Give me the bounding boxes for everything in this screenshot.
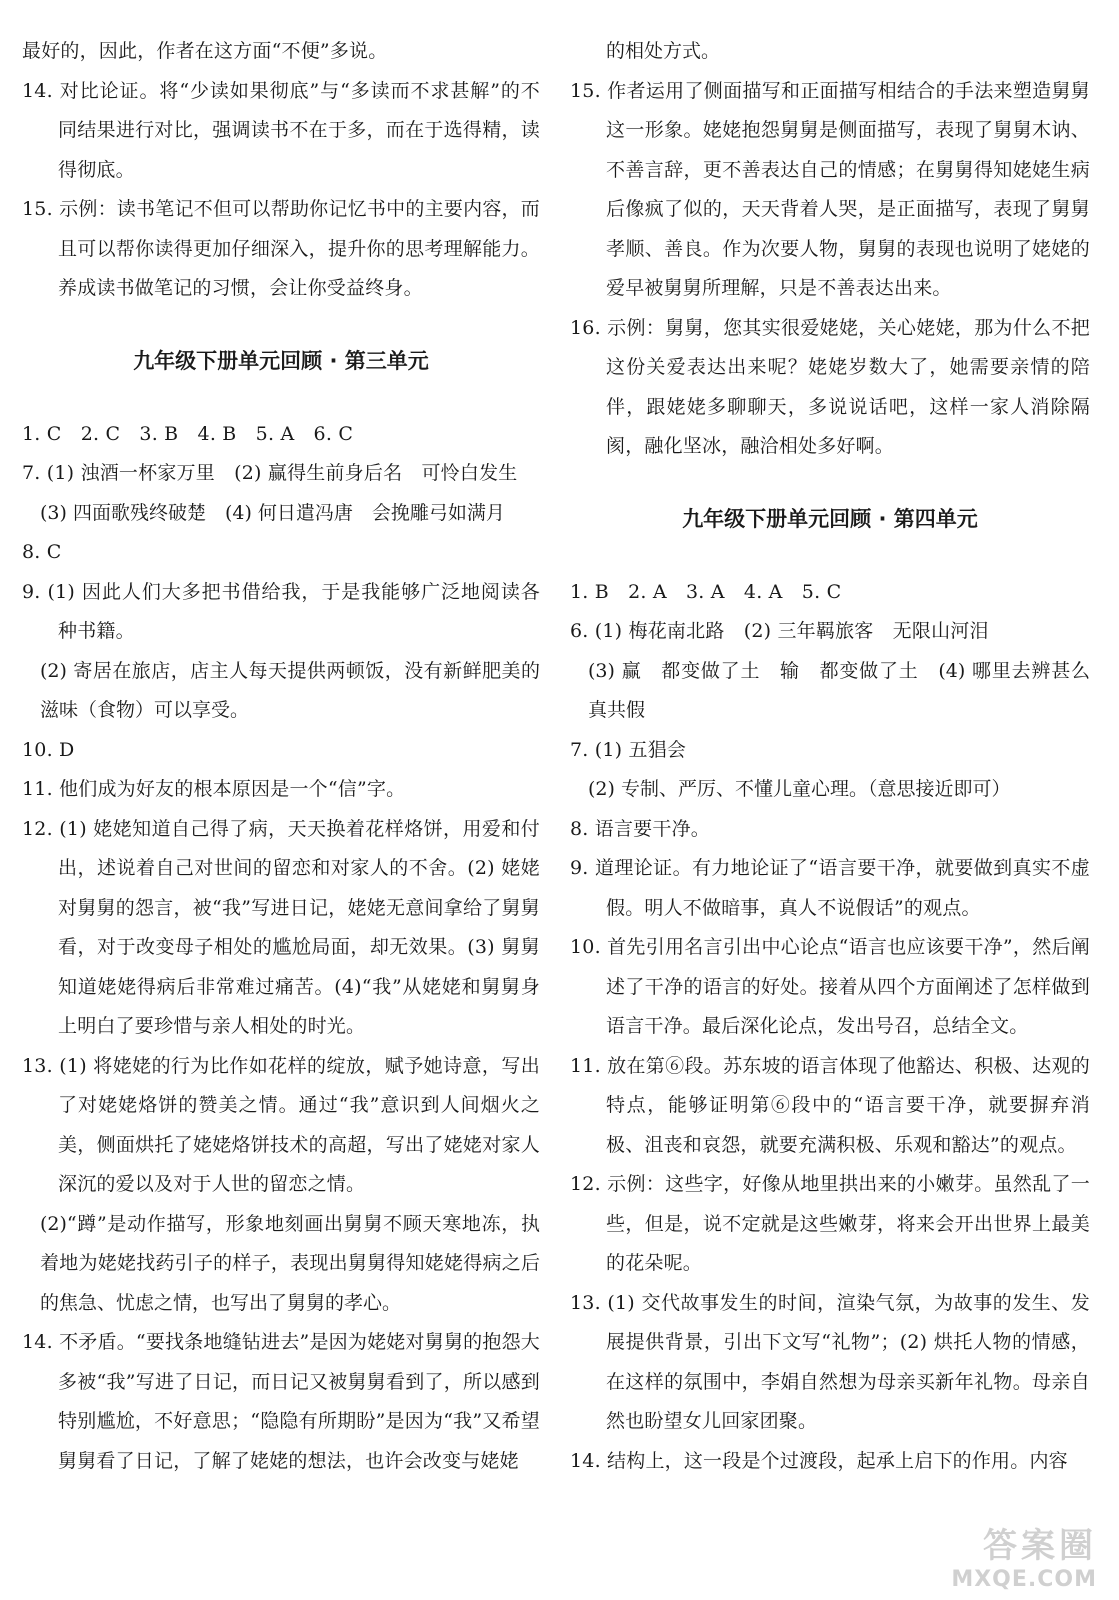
answer-item: 11. 放在第⑥段。苏东坡的语言体现了他豁达、积极、达观的特点，能够证明第⑥段中的“语言要干净，就要摒弃消极、沮丧和哀怨，就要充满积极、乐观和豁达”的观点。 xyxy=(570,1054,1090,1156)
answer-item: 15. 作者运用了侧面描写和正面描写相结合的手法来塑造舅舅这一形象。姥姥抱怨舅舅是侧面描写，表现了舅舅木讷、不善言辞，更不善表达自己的情感；在舅舅得知姥姥生病后像疯了似的，天天背着人哭，是正面描写，表现了舅舅孝顺、善良。作为次要人物，舅舅的表现也说明了姥姥的爱早被舅舅所理解，只是不善表达出来。 xyxy=(570,79,1090,299)
unit-3-answers xyxy=(22,415,540,1482)
answer-item: 8. 语言要干净。 xyxy=(570,817,710,840)
answer-item: 12. (1) 姥姥知道自己得了病，天天换着花样烙饼，用爱和付出，述说着自己对世间的留恋和对家人的不舍。(2) 姥姥对舅舅的怨言，被“我”写进日记，姥姥无意间拿给了舅舅看，对于改变母子相处的尴尬局面，却无效果。(3) 舅舅知道姥姥得病后非常难过痛苦。(4)“我”从姥姥和舅舅身上明白了要珍惜与亲人相处的时光。 xyxy=(22,817,540,1037)
answer-item: 7. (1) 五猖会 xyxy=(570,738,687,761)
unit-4-answers xyxy=(570,573,1090,1482)
watermark-logo xyxy=(897,1518,1097,1590)
answer-item: 14. 结构上，这一段是个过渡段，起承上启下的作用。内容 xyxy=(570,1449,1068,1472)
answer-item: 7. (1) 浊酒一杯家万里 (2) 赢得生前身后名 可怜白发生 xyxy=(22,462,518,484)
answer-item: 6. (1) 梅花南北路 (2) 三年羁旅客 无限山河泪 xyxy=(570,620,989,642)
answer-item: 13. (1) 交代故事发生的时间，渲染气氛，为故事的发生、发展提供背景，引出下文写“礼物”；(2) 烘托人物的情感，在这样的氛围中，李娟自然想为母亲买新年礼物。母亲自然也盼望女儿回家团聚。 xyxy=(570,1291,1090,1432)
answer-item: 10. 首先引用名言引出中心论点“语言也应该要干净”，然后阐述了干净的语言的好处。接着从四个方面阐述了怎样做到语言干净。最后深化论点，发出号召，总结全文。 xyxy=(570,936,1090,1037)
answer-item: 10. D xyxy=(22,738,75,761)
answer-item: 12. 示例：这些字，好像从地里拱出来的小嫩芽。虽然乱了一些，但是，说不定就是这些嫩芽，将来会开出世界上最美的花朵呢。 xyxy=(570,1173,1090,1274)
section-heading-unit-3: 九年级下册单元回顾 · 第三单元 xyxy=(133,348,429,373)
answer-item: 14. 对比论证。将“少读如果彻底”与“多读而不求甚解”的不同结果进行对比，强调读书不在于多，而在于选得精，读得彻底。 xyxy=(22,79,540,181)
section-heading-unit-4: 九年级下册单元回顾 · 第四单元 xyxy=(682,506,978,531)
right-column xyxy=(570,32,1090,1481)
watermark-domain: MXQE.COM xyxy=(951,1567,1097,1592)
left-column xyxy=(22,32,540,1481)
answer-item: (2) 寄居在旅店，店主人每天提供两顿饭，没有新鲜肥美的滋味（食物）可以享受。 xyxy=(40,659,540,721)
answer-item: (3) 赢 都变做了土 输 都变做了土 (4) 哪里去辨甚么真共假 xyxy=(588,659,1090,721)
answer-item: 的相处方式。 xyxy=(606,40,721,62)
answer-item: 11. 他们成为好友的根本原因是一个“信”字。 xyxy=(22,778,406,800)
answer-item: 16. 示例：舅舅，您其实很爱姥姥，关心姥姥，那为什么不把这份关爱表达出来呢？姥姥岁数大了，她需要亲情的陪伴，跟姥姥多聊聊天，多说说话吧，这样一家人消除隔阂，融化坚冰，融洽相处多好啊。 xyxy=(570,316,1090,457)
answer-item: (3) 四面歌残终破楚 (4) 何日遣冯唐 会挽雕弓如满月 xyxy=(40,501,505,524)
answer-item: 14. 不矛盾。“要找条地缝钻进去”是因为姥姥对舅舅的抱怨大多被“我”写进了日记，而日记又被舅舅看到了，所以感到特别尴尬，不好意思；“隐隐有所期盼”是因为“我”又希望舅舅看了日记，了解了姥姥的想法，也许会改变与姥姥 xyxy=(22,1331,540,1472)
answer-item: 9. 道理论证。有力地论证了“语言要干净，就要做到真实不虚假。明人不做暗事，真人不说假话”的观点。 xyxy=(570,857,1090,919)
answer-item: 1. C 2. C 3. B 4. B 5. A 6. C xyxy=(22,422,354,445)
answer-item: 9. (1) 因此人们大多把书借给我，于是我能够广泛地阅读各种书籍。 xyxy=(22,580,540,642)
answer-item: (2)“蹲”是动作描写，形象地刻画出舅舅不顾天寒地冻，执着地为姥姥找药引子的样子，表现出舅舅得知姥姥得病之后的焦急、忧虑之情，也写出了舅舅的孝心。 xyxy=(40,1212,540,1314)
answer-item: (2) 专制、严厉、不懂儿童心理。（意思接近即可） xyxy=(588,778,1011,800)
answer-item: 15. 示例：读书笔记不但可以帮助你记忆书中的主要内容，而且可以帮你读得更加仔细深入，提升你的思考理解能力。养成读书做笔记的习惯，会让你受益终身。 xyxy=(22,198,540,299)
answer-item: 8. C xyxy=(22,541,62,563)
answer-item: 1. B 2. A 3. A 4. A 5. C xyxy=(570,580,842,603)
answer-item: 最好的，因此，作者在这方面“不便”多说。 xyxy=(22,40,388,62)
watermark-text: 答案圈 xyxy=(983,1526,1097,1566)
right-answers-continued xyxy=(570,32,1090,467)
answer-item: 13. (1) 将姥姥的行为比作如花样的绽放，赋予她诗意，写出了对姥姥烙饼的赞美之情。通过“我”意识到人间烟火之美，侧面烘托了姥姥烙饼技术的高超，写出了姥姥对家人深沉的爱以及对于人世的留恋之情。 xyxy=(22,1054,540,1195)
left-answers-continued xyxy=(22,32,540,309)
